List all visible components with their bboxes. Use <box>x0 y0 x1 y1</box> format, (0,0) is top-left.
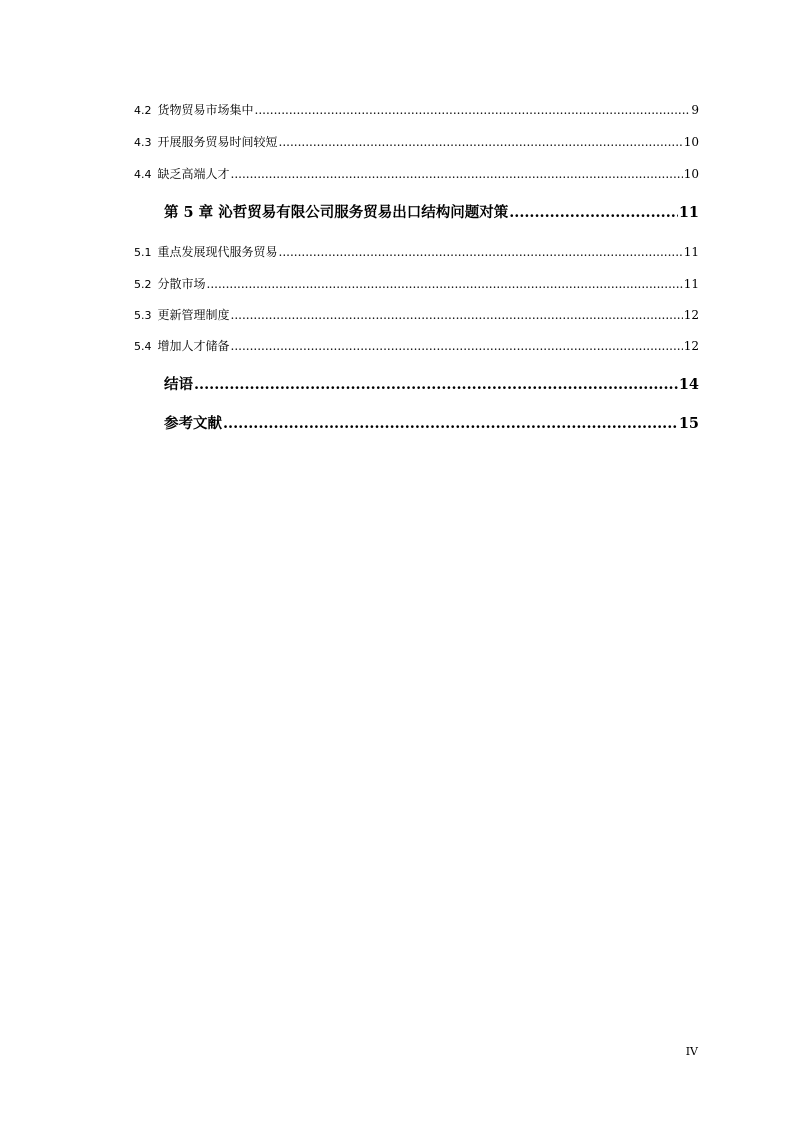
toc-entry-title: 参考文献 <box>164 415 222 432</box>
toc-dot-leader <box>231 309 683 321</box>
toc-entry-number: 5.1 <box>134 246 152 259</box>
toc-entry-title: 重点发展现代服务贸易 <box>157 245 278 259</box>
toc-entry-number: 4.4 <box>134 168 152 181</box>
toc-entry-page: 11 <box>678 204 699 221</box>
toc-entry-5-3[interactable] <box>134 309 699 321</box>
toc-entry-title: 货物贸易市场集中 <box>157 103 254 117</box>
toc-entry-number: 5.3 <box>134 309 152 322</box>
toc-entry-title: 第 5 章 沁哲贸易有限公司服务贸易出口结构问题对策 <box>164 204 509 221</box>
toc-entry-number: 5.4 <box>134 340 152 353</box>
toc-entry-number: 5.2 <box>134 278 152 291</box>
toc-entry-page: 12 <box>683 308 699 322</box>
toc-dot-leader <box>231 168 683 180</box>
toc-dot-leader <box>231 340 683 352</box>
toc-entry-page: 12 <box>683 339 699 353</box>
toc-entry-number: 4.3 <box>134 136 152 149</box>
toc-dot-leader <box>223 417 678 432</box>
toc-entry-page: 11 <box>683 277 699 291</box>
toc-entry-4-4[interactable] <box>134 168 699 180</box>
toc-dot-leader <box>207 278 683 290</box>
toc-entry-title: 结语 <box>164 376 193 393</box>
toc-entry-page: 9 <box>691 103 699 117</box>
footer-page-number: IV <box>685 1045 698 1058</box>
toc-entry-page: 11 <box>683 245 699 259</box>
toc-dot-leader <box>194 378 678 393</box>
toc-entry-5-1[interactable] <box>134 246 699 258</box>
toc-entry-number: 4.2 <box>134 104 152 117</box>
toc-entry-page: 10 <box>683 167 699 181</box>
toc-entry-4-3[interactable] <box>134 136 699 148</box>
toc-entry-title: 开展服务贸易时间较短 <box>157 135 278 149</box>
toc-dot-leader <box>279 246 683 258</box>
toc-entry-4-2[interactable] <box>134 104 699 116</box>
toc-entry-chapter-5[interactable] <box>164 206 699 221</box>
toc-entry-references[interactable] <box>164 417 699 432</box>
toc-entry-5-2[interactable] <box>134 278 699 290</box>
toc-entry-conclusion[interactable] <box>164 378 699 393</box>
toc-entry-page: 15 <box>678 415 699 432</box>
toc-entry-title: 增加人才储备 <box>157 339 230 353</box>
toc-entry-page: 14 <box>678 376 699 393</box>
toc-dot-leader <box>255 104 691 116</box>
toc-dot-leader <box>509 206 678 221</box>
toc-entry-page: 10 <box>683 135 699 149</box>
toc-entry-title: 分散市场 <box>157 277 206 291</box>
toc-entry-title: 缺乏高端人才 <box>157 167 230 181</box>
toc-entry-title: 更新管理制度 <box>157 308 230 322</box>
toc-entry-5-4[interactable] <box>134 340 699 352</box>
toc-dot-leader <box>279 136 683 148</box>
